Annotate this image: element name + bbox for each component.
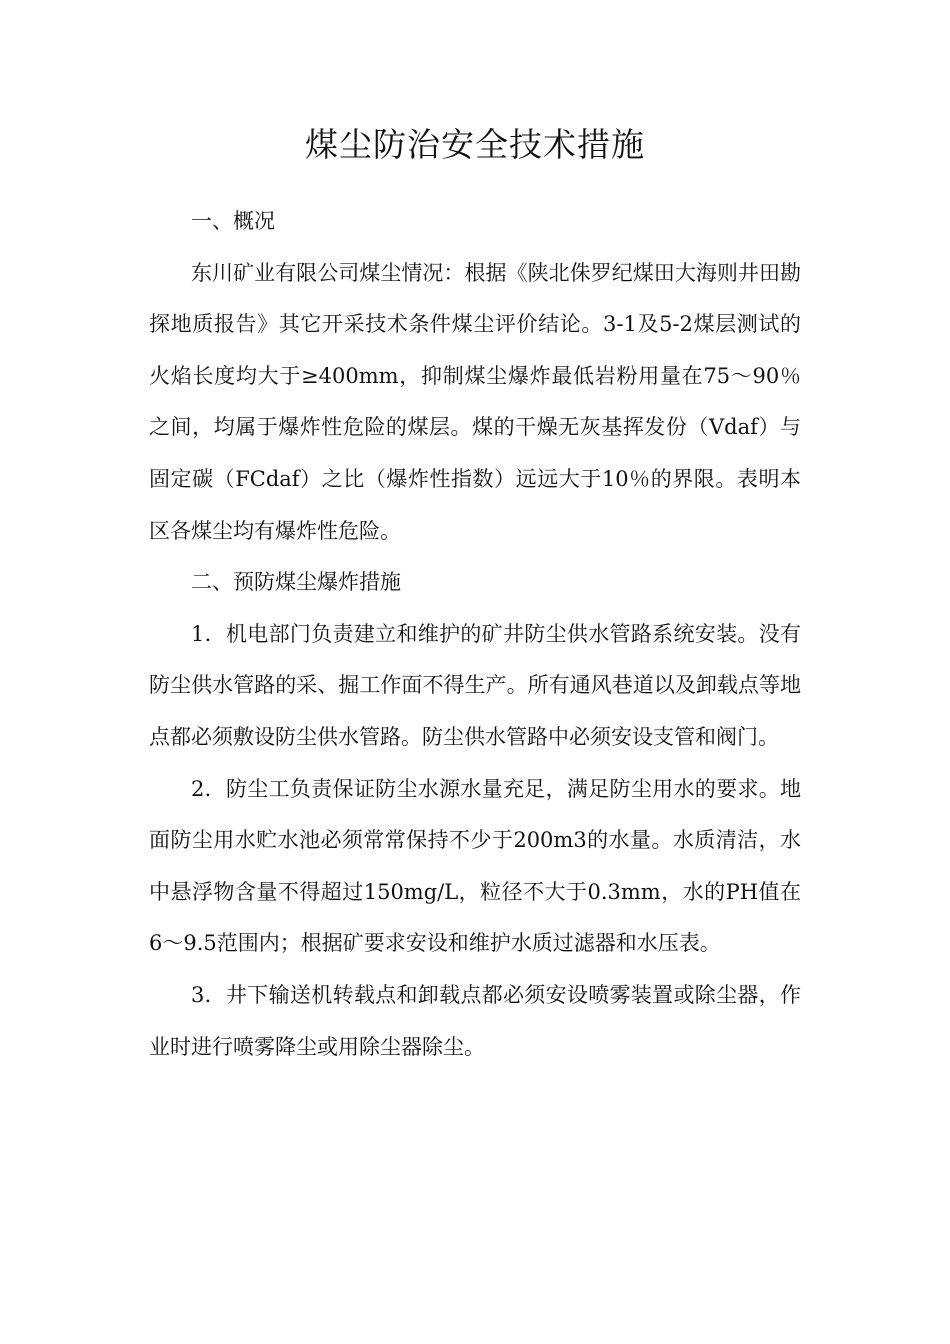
section-heading-prevention: 二、预防煤尘爆炸措施: [191, 570, 401, 595]
document-title: 煤尘防治安全技术措施: [305, 125, 645, 164]
paragraph-measure-3: 3．井下输送机转载点和卸载点都必须安设喷雾装置或除尘器，作业时进行喷雾降尘或用除尘器除尘。: [149, 982, 801, 1059]
paragraph-overview: 东川矿业有限公司煤尘情况：根据《陕北侏罗纪煤田大海则井田勘探地质报告》其它开采技术条件煤尘评价结论。3-1及5-2煤层测试的火焰长度均大于≥400mm，抑制煤尘爆炸最低岩粉用量在75～90％之间，均属于爆炸性危险的煤层。煤的干燥无灰基挥发份（Vdaf）与固定碳（FCdaf）之比（爆炸性指数）远远大于10％的界限。表明本区各煤尘均有爆炸性危险。: [149, 260, 801, 543]
document-body: [149, 196, 801, 1073]
paragraph-measure-2: 2．防尘工负责保证防尘水源水量充足，满足防尘用水的要求。地面防尘用水贮水池必须常常保持不少于200m3的水量。水质清洁，水中悬浮物含量不得超过150mg/L，粒径不大于0.3mm，水的PH值在6～9.5范围内；根据矿要求安设和维护水质过滤器和水压表。: [149, 776, 801, 956]
paragraph-measure-1: 1．机电部门负责建立和维护的矿井防尘供水管路系统安装。没有防尘供水管路的采、掘工作面不得生产。所有通风巷道以及卸载点等地点都必须敷设防尘供水管路。防尘供水管路中必须安设支管和阀门。: [149, 621, 801, 749]
section-heading-overview: 一、概况: [191, 209, 275, 233]
